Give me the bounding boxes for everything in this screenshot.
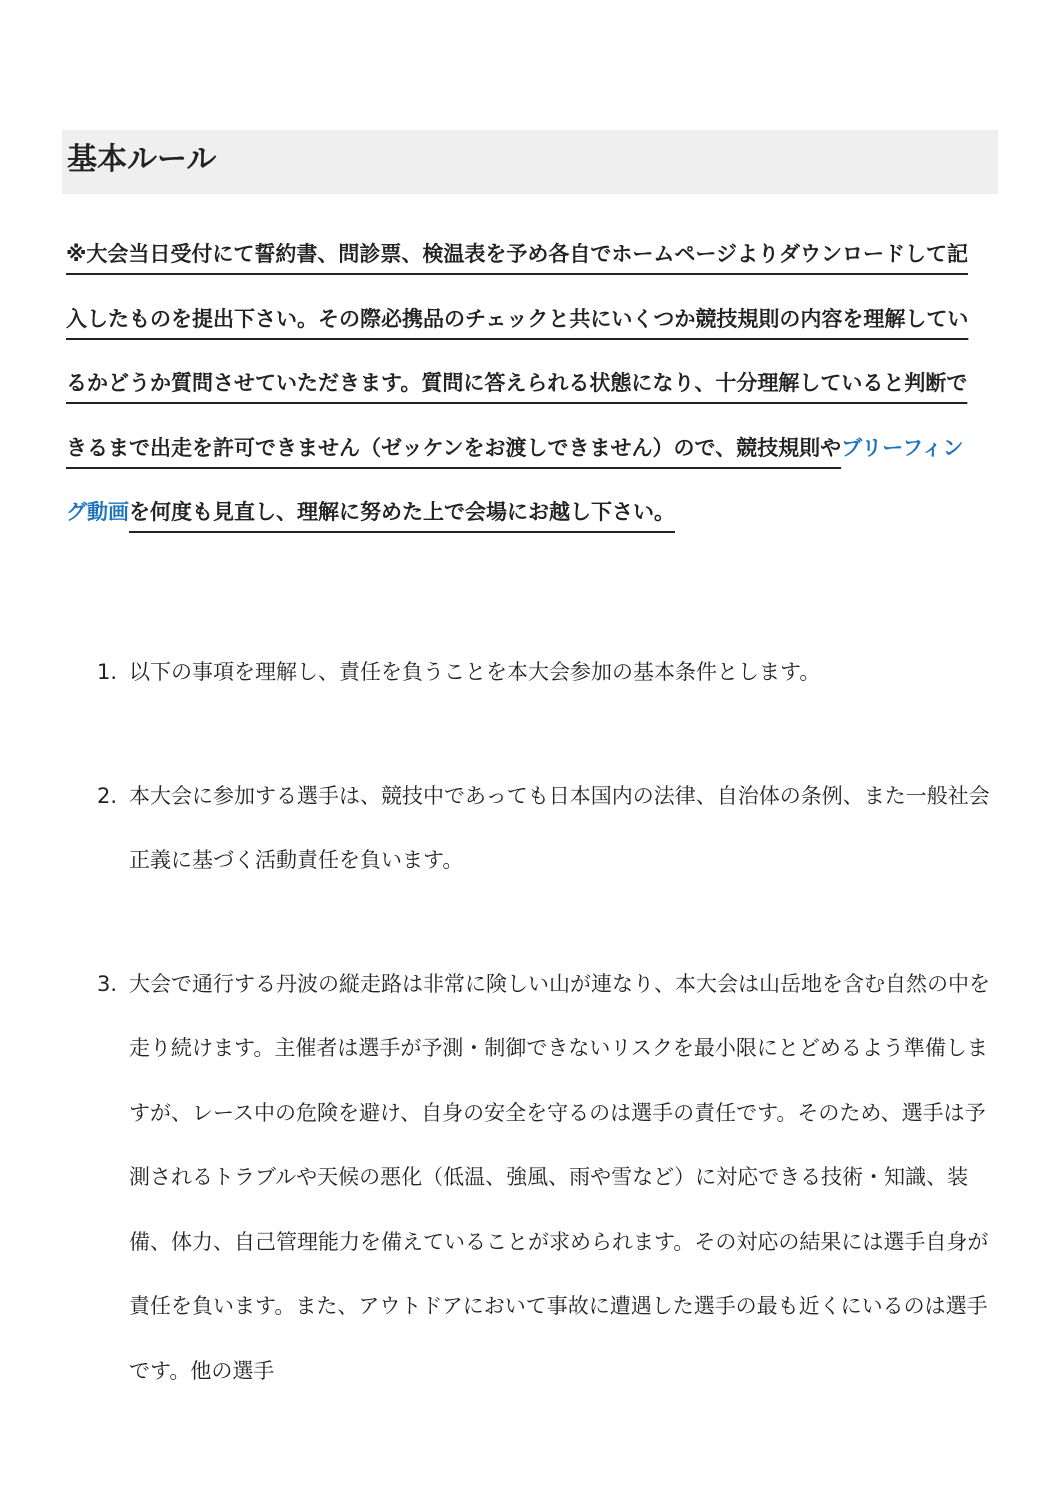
list-item [94,640,994,705]
briefing-video-link[interactable]: ブリーフィング動画 [66,435,964,524]
list-item [94,952,994,1404]
list-item [94,764,994,893]
list-item-text: 大会で通行する丹波の縦走路は非常に険しい山が連なり、本大会は山岳地を含む自然の中を走り続けます。主催者は選手が予測・制御できないリスクを最小限にとどめるよう準備しますが、レース中の危険を避け、自身の安全を守るのは選手の責任です。そのため、選手は予測されるトラブルや天候の悪化（低温、強風、雨や雪など）に対応できる技術・知識、装備、体力、自己管理能力を備えていることが求められます。その対応の結果には選手自身が責任を負います。また、アウトドアにおいて事故に遭遇した選手の最も近くにいるのは選手です。他の選手 [129,971,990,1383]
list-item-number: 3. [97,971,118,996]
notice-text-after-link: を何度も見直し、理解に努めた上で会場にお越し下さい。 [129,500,675,524]
list-item-number: 1. [97,660,118,684]
list-item-text: 以下の事項を理解し、責任を負うことを本大会参加の基本条件とします。 [129,660,821,684]
section-heading: 基本ルール [62,130,998,194]
notice-paragraph [66,222,978,545]
rules-list [94,640,994,1403]
list-item-text: 本大会に参加する選手は、競技中であっても日本国内の法律、自治体の条例、また一般社会正義に基づく活動責任を負います。 [129,783,990,872]
notice-text-before-link: ※大会当日受付にて誓約書、問診票、検温表を予め各自でホームページよりダウンロードして記入したものを提出下さい。その際必携品のチェックと共にいくつか競技規則の内容を理解しているかどうか質問させていただきます。質問に答えられる状態になり、十分理解していると判断できるまで出走を許可できません（ゼッケンをお渡しできません）ので、競技規則や [66,242,969,460]
list-item-number: 2. [97,783,118,808]
